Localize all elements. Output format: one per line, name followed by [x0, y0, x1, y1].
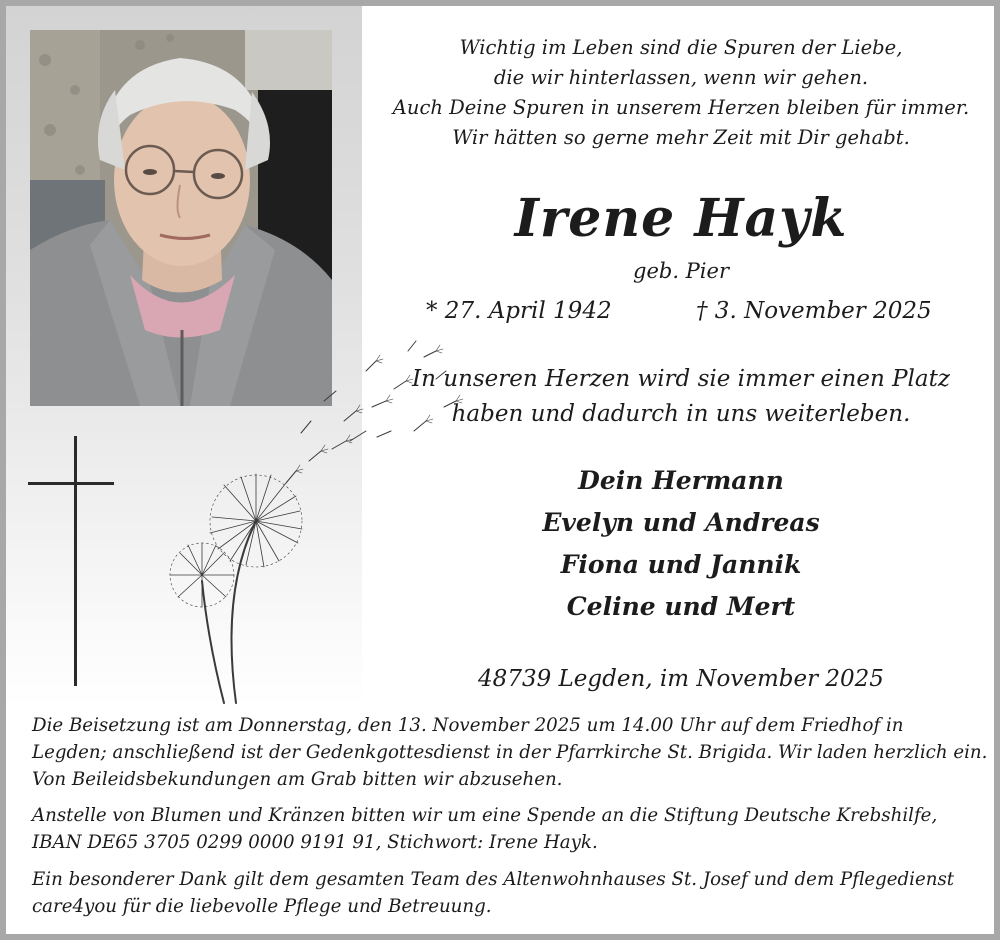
donation-paragraph [32, 802, 982, 856]
paragraph-line: Von Beileidsbekundungen am Grab bitten wir abzusehen. [32, 769, 563, 790]
place-date: 48739 Legden, im November 2025 [478, 666, 884, 692]
birth-name: geb. Pier [633, 259, 729, 283]
mourner-name: Evelyn und Andreas [542, 508, 820, 537]
poem-line: Wir hätten so gerne mehr Zeit mit Dir gehabt. [452, 126, 910, 149]
tribute-line: haben und dadurch in uns weiterleben. [451, 401, 911, 427]
mourner-name: Dein Hermann [578, 466, 784, 495]
paragraph-line: Die Beisetzung ist am Donnerstag, den 13. November 2025 um 14.00 Uhr auf dem Friedhof in [32, 715, 904, 736]
paragraph-line: Legden; anschließend ist der Gedenkgottesdienst in der Pfarrkirche St. Brigida. Wir laden herzlich ein. [32, 742, 988, 763]
paragraph-line: Ein besonderer Dank gilt dem gesamten Team des Altenwohnhauses St. Josef und dem Pflegedienst [32, 869, 955, 890]
deceased-name: Irene Hayk [514, 188, 848, 249]
mourner-name: Celine und Mert [566, 592, 796, 621]
paragraph-line: IBAN DE65 3705 0299 0000 9191 91, Stichwort: Irene Hayk. [32, 832, 598, 853]
paragraph-line: care4you für die liebevolle Pflege und Betreuung. [32, 896, 492, 917]
poem-line: Wichtig im Leben sind die Spuren der Liebe, [459, 36, 903, 59]
cross-icon [28, 436, 114, 686]
paragraph-line: Anstelle von Blumen und Kränzen bitten wir um eine Spende an die Stiftung Deutsche Krebshilfe, [32, 805, 938, 826]
birth-date: * 27. April 1942 [426, 298, 612, 324]
thanks-paragraph [32, 866, 982, 920]
mourner-name: Fiona und Jannik [560, 550, 802, 579]
death-date: † 3. November 2025 [696, 298, 932, 324]
poem-line: Auch Deine Spuren in unserem Herzen bleiben für immer. [392, 96, 970, 119]
tribute-line: In unseren Herzen wird sie immer einen Platz [412, 366, 950, 392]
funeral-info-paragraph [32, 712, 988, 793]
poem-line: die wir hinterlassen, wenn wir gehen. [493, 66, 869, 89]
